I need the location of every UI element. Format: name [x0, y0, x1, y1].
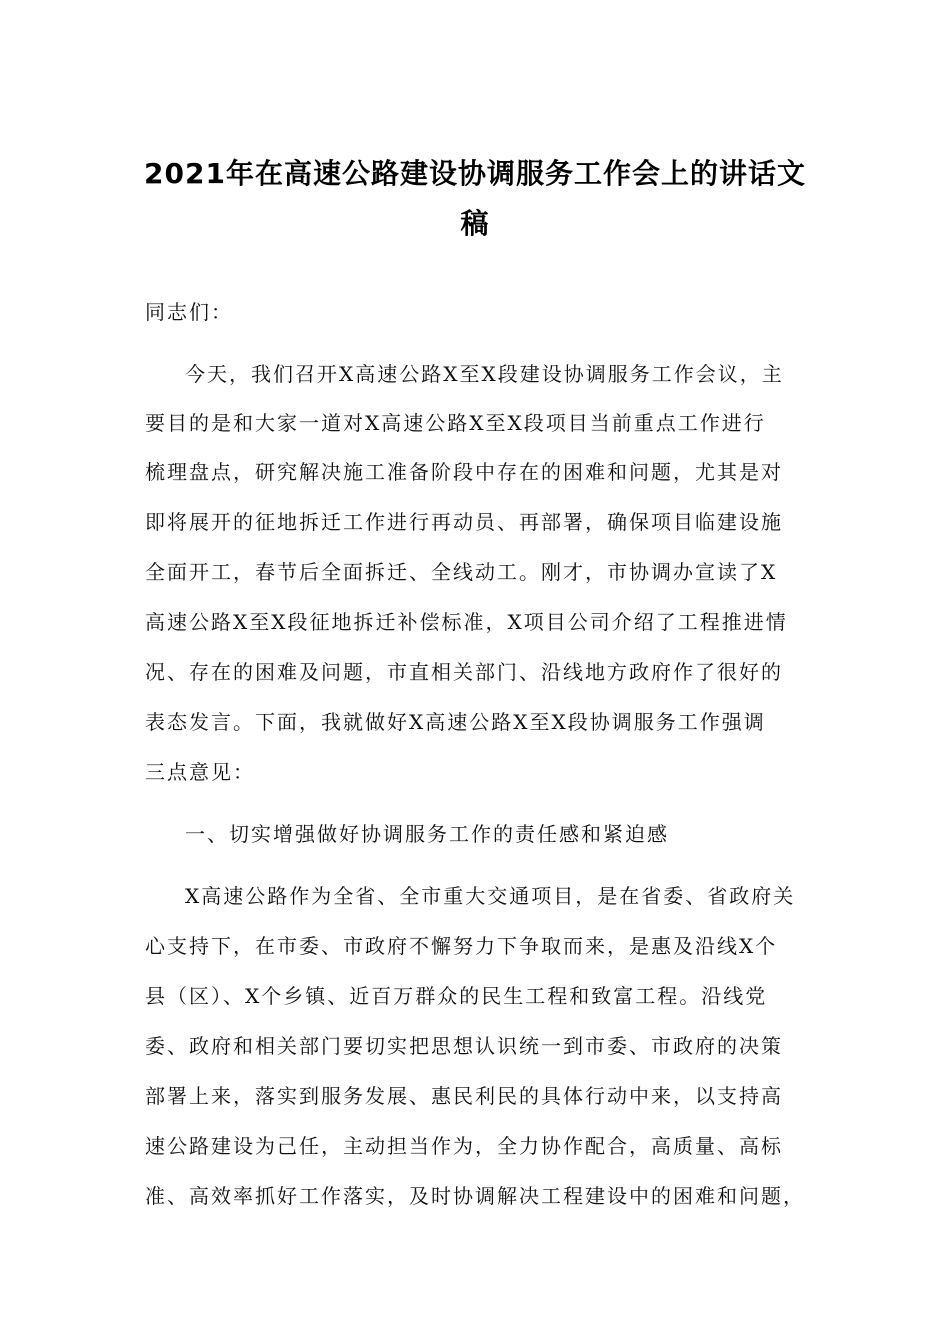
paragraph-1-line: 今天，我们召开X高速公路X至X段建设协调服务工作会议，主: [185, 362, 784, 386]
paragraph-2-line: 心支持下，在市委、市政府不懈努力下争取而来，是惠及沿线X个: [145, 934, 778, 958]
paragraph-2-line: X高速公路作为全省、全市重大交通项目，是在省委、省政府关: [185, 884, 796, 908]
paragraph-1-line: 高速公路X至X段征地拆迁补偿标准，X项目公司介绍了工程推进情: [145, 610, 788, 634]
document-title-line-2: 稿: [460, 207, 490, 240]
paragraph-1-line: 即将展开的征地拆迁工作进行再动员、再部署，确保项目临建设施: [145, 510, 783, 534]
paragraph-1-line: 要目的是和大家一道对X高速公路X至X段项目当前重点工作进行: [145, 411, 766, 435]
paragraph-1-line: 表态发言。下面，我就做好X高速公路X至X段协调服务工作强调: [145, 710, 766, 734]
paragraph-2-line: 准、高效率抓好工作落实，及时协调解决工程建设中的困难和问题，: [145, 1184, 805, 1208]
paragraph-2-line: 速公路建设为己任，主动担当作为，全力协作配合，高质量、高标: [145, 1134, 783, 1158]
document-title-line-1: 2021年在高速公路建设协调服务工作会上的讲话文: [144, 157, 806, 190]
salutation: 同志们：: [145, 300, 233, 324]
paragraph-1-line: 全面开工，春节后全面拆迁、全线动工。刚才，市协调办宣读了X: [145, 560, 778, 584]
paragraph-2-line: 委、政府和相关部门要切实把思想认识统一到市委、市政府的决策: [145, 1034, 783, 1058]
section-1-heading: 一、切实增强做好协调服务工作的责任感和紧迫感: [185, 822, 669, 846]
paragraph-2-line: 部署上来，落实到服务发展、惠民利民的具体行动中来，以支持高: [145, 1084, 783, 1108]
paragraph-1-line: 梳理盘点，研究解决施工准备阶段中存在的困难和问题，尤其是对: [145, 460, 783, 484]
paragraph-1-line: 况、存在的困难及问题，市直相关部门、沿线地方政府作了很好的: [145, 660, 783, 684]
paragraph-1-line: 三点意见：: [145, 760, 255, 784]
paragraph-2-line: 县（区）、X个乡镇、近百万群众的民生工程和致富工程。沿线党: [145, 984, 768, 1008]
